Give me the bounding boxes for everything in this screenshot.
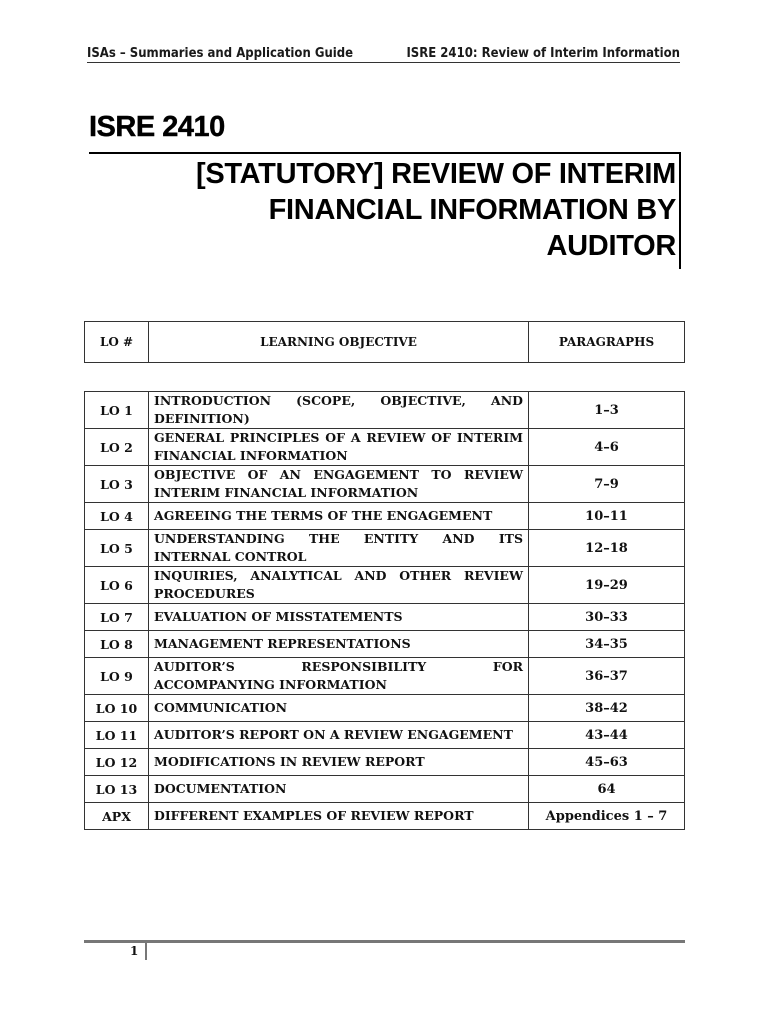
lo-cell: LO 4 <box>85 503 149 530</box>
title-line-3: AUDITOR <box>546 230 676 262</box>
title-line-1: [STATUTORY] REVIEW OF INTERIM <box>196 158 676 190</box>
paragraphs-cell: 4–6 <box>529 429 685 466</box>
table-row <box>85 722 685 749</box>
paragraphs-cell: 19–29 <box>529 567 685 604</box>
document-title <box>96 156 676 264</box>
paragraphs-cell: Appendices 1 – 7 <box>529 803 685 830</box>
lo-cell: LO 12 <box>85 749 149 776</box>
objective-cell: COMMUNICATION <box>149 695 529 722</box>
header-row <box>85 322 685 363</box>
lo-cell: LO 13 <box>85 776 149 803</box>
lo-cell: LO 1 <box>85 392 149 429</box>
objectives-table <box>84 391 685 830</box>
paragraphs-cell: 12–18 <box>529 530 685 567</box>
document-code: ISRE 2410 <box>89 111 225 143</box>
table-row <box>85 567 685 604</box>
objective-cell: INQUIRIES, ANALYTICAL AND OTHER REVIEW PROCEDURES <box>149 567 529 604</box>
lo-cell: LO 3 <box>85 466 149 503</box>
table-row <box>85 776 685 803</box>
table-row <box>85 429 685 466</box>
objective-cell: AUDITOR’S REPORT ON A REVIEW ENGAGEMENT <box>149 722 529 749</box>
table-row <box>85 695 685 722</box>
objective-cell: DOCUMENTATION <box>149 776 529 803</box>
lo-cell: LO 10 <box>85 695 149 722</box>
objective-cell: GENERAL PRINCIPLES OF A REVIEW OF INTERIM FINANCIAL INFORMATION <box>149 429 529 466</box>
objective-column-header: LEARNING OBJECTIVE <box>149 322 529 363</box>
table-row <box>85 466 685 503</box>
objective-cell: AUDITOR’S RESPONSIBILITY FOR ACCOMPANYING INFORMATION <box>149 658 529 695</box>
table-row <box>85 392 685 429</box>
footer-rule <box>84 940 685 943</box>
paragraphs-cell: 34–35 <box>529 631 685 658</box>
lo-cell: LO 6 <box>85 567 149 604</box>
lo-cell: APX <box>85 803 149 830</box>
paragraphs-column-header: PARAGRAPHS <box>529 322 685 363</box>
lo-cell: LO 8 <box>85 631 149 658</box>
paragraphs-cell: 1–3 <box>529 392 685 429</box>
objectives-header-table <box>84 321 685 363</box>
lo-column-header: LO # <box>85 322 149 363</box>
paragraphs-cell: 38–42 <box>529 695 685 722</box>
lo-cell: LO 7 <box>85 604 149 631</box>
table-row <box>85 803 685 830</box>
title-line-2: FINANCIAL INFORMATION BY <box>268 194 676 226</box>
paragraphs-cell: 36–37 <box>529 658 685 695</box>
objective-cell: MODIFICATIONS IN REVIEW REPORT <box>149 749 529 776</box>
header-left-text: ISAs – Summaries and Application Guide <box>87 46 354 61</box>
table-row <box>85 530 685 567</box>
table-row <box>85 631 685 658</box>
footer-separator <box>145 943 147 960</box>
page-number: 1 <box>130 944 139 958</box>
paragraphs-cell: 7–9 <box>529 466 685 503</box>
lo-cell: LO 2 <box>85 429 149 466</box>
header-right-text: ISRE 2410: Review of Interim Information <box>406 46 680 61</box>
paragraphs-cell: 10–11 <box>529 503 685 530</box>
lo-cell: LO 5 <box>85 530 149 567</box>
table-row <box>85 604 685 631</box>
paragraphs-cell: 30–33 <box>529 604 685 631</box>
lo-cell: LO 11 <box>85 722 149 749</box>
objective-cell: MANAGEMENT REPRESENTATIONS <box>149 631 529 658</box>
paragraphs-cell: 45–63 <box>529 749 685 776</box>
table-row <box>85 503 685 530</box>
objective-cell: DIFFERENT EXAMPLES OF REVIEW REPORT <box>149 803 529 830</box>
objective-cell: EVALUATION OF MISSTATEMENTS <box>149 604 529 631</box>
running-header <box>87 46 680 63</box>
paragraphs-cell: 64 <box>529 776 685 803</box>
title-rule <box>89 152 680 154</box>
table-row <box>85 749 685 776</box>
paragraphs-cell: 43–44 <box>529 722 685 749</box>
objective-cell: AGREEING THE TERMS OF THE ENGAGEMENT <box>149 503 529 530</box>
objective-cell: INTRODUCTION (SCOPE, OBJECTIVE, AND DEFINITION) <box>149 392 529 429</box>
objective-cell: OBJECTIVE OF AN ENGAGEMENT TO REVIEW INTERIM FINANCIAL INFORMATION <box>149 466 529 503</box>
lo-cell: LO 9 <box>85 658 149 695</box>
objective-cell: UNDERSTANDING THE ENTITY AND ITS INTERNAL CONTROL <box>149 530 529 567</box>
title-vertical-rule <box>679 152 681 269</box>
table-row <box>85 658 685 695</box>
